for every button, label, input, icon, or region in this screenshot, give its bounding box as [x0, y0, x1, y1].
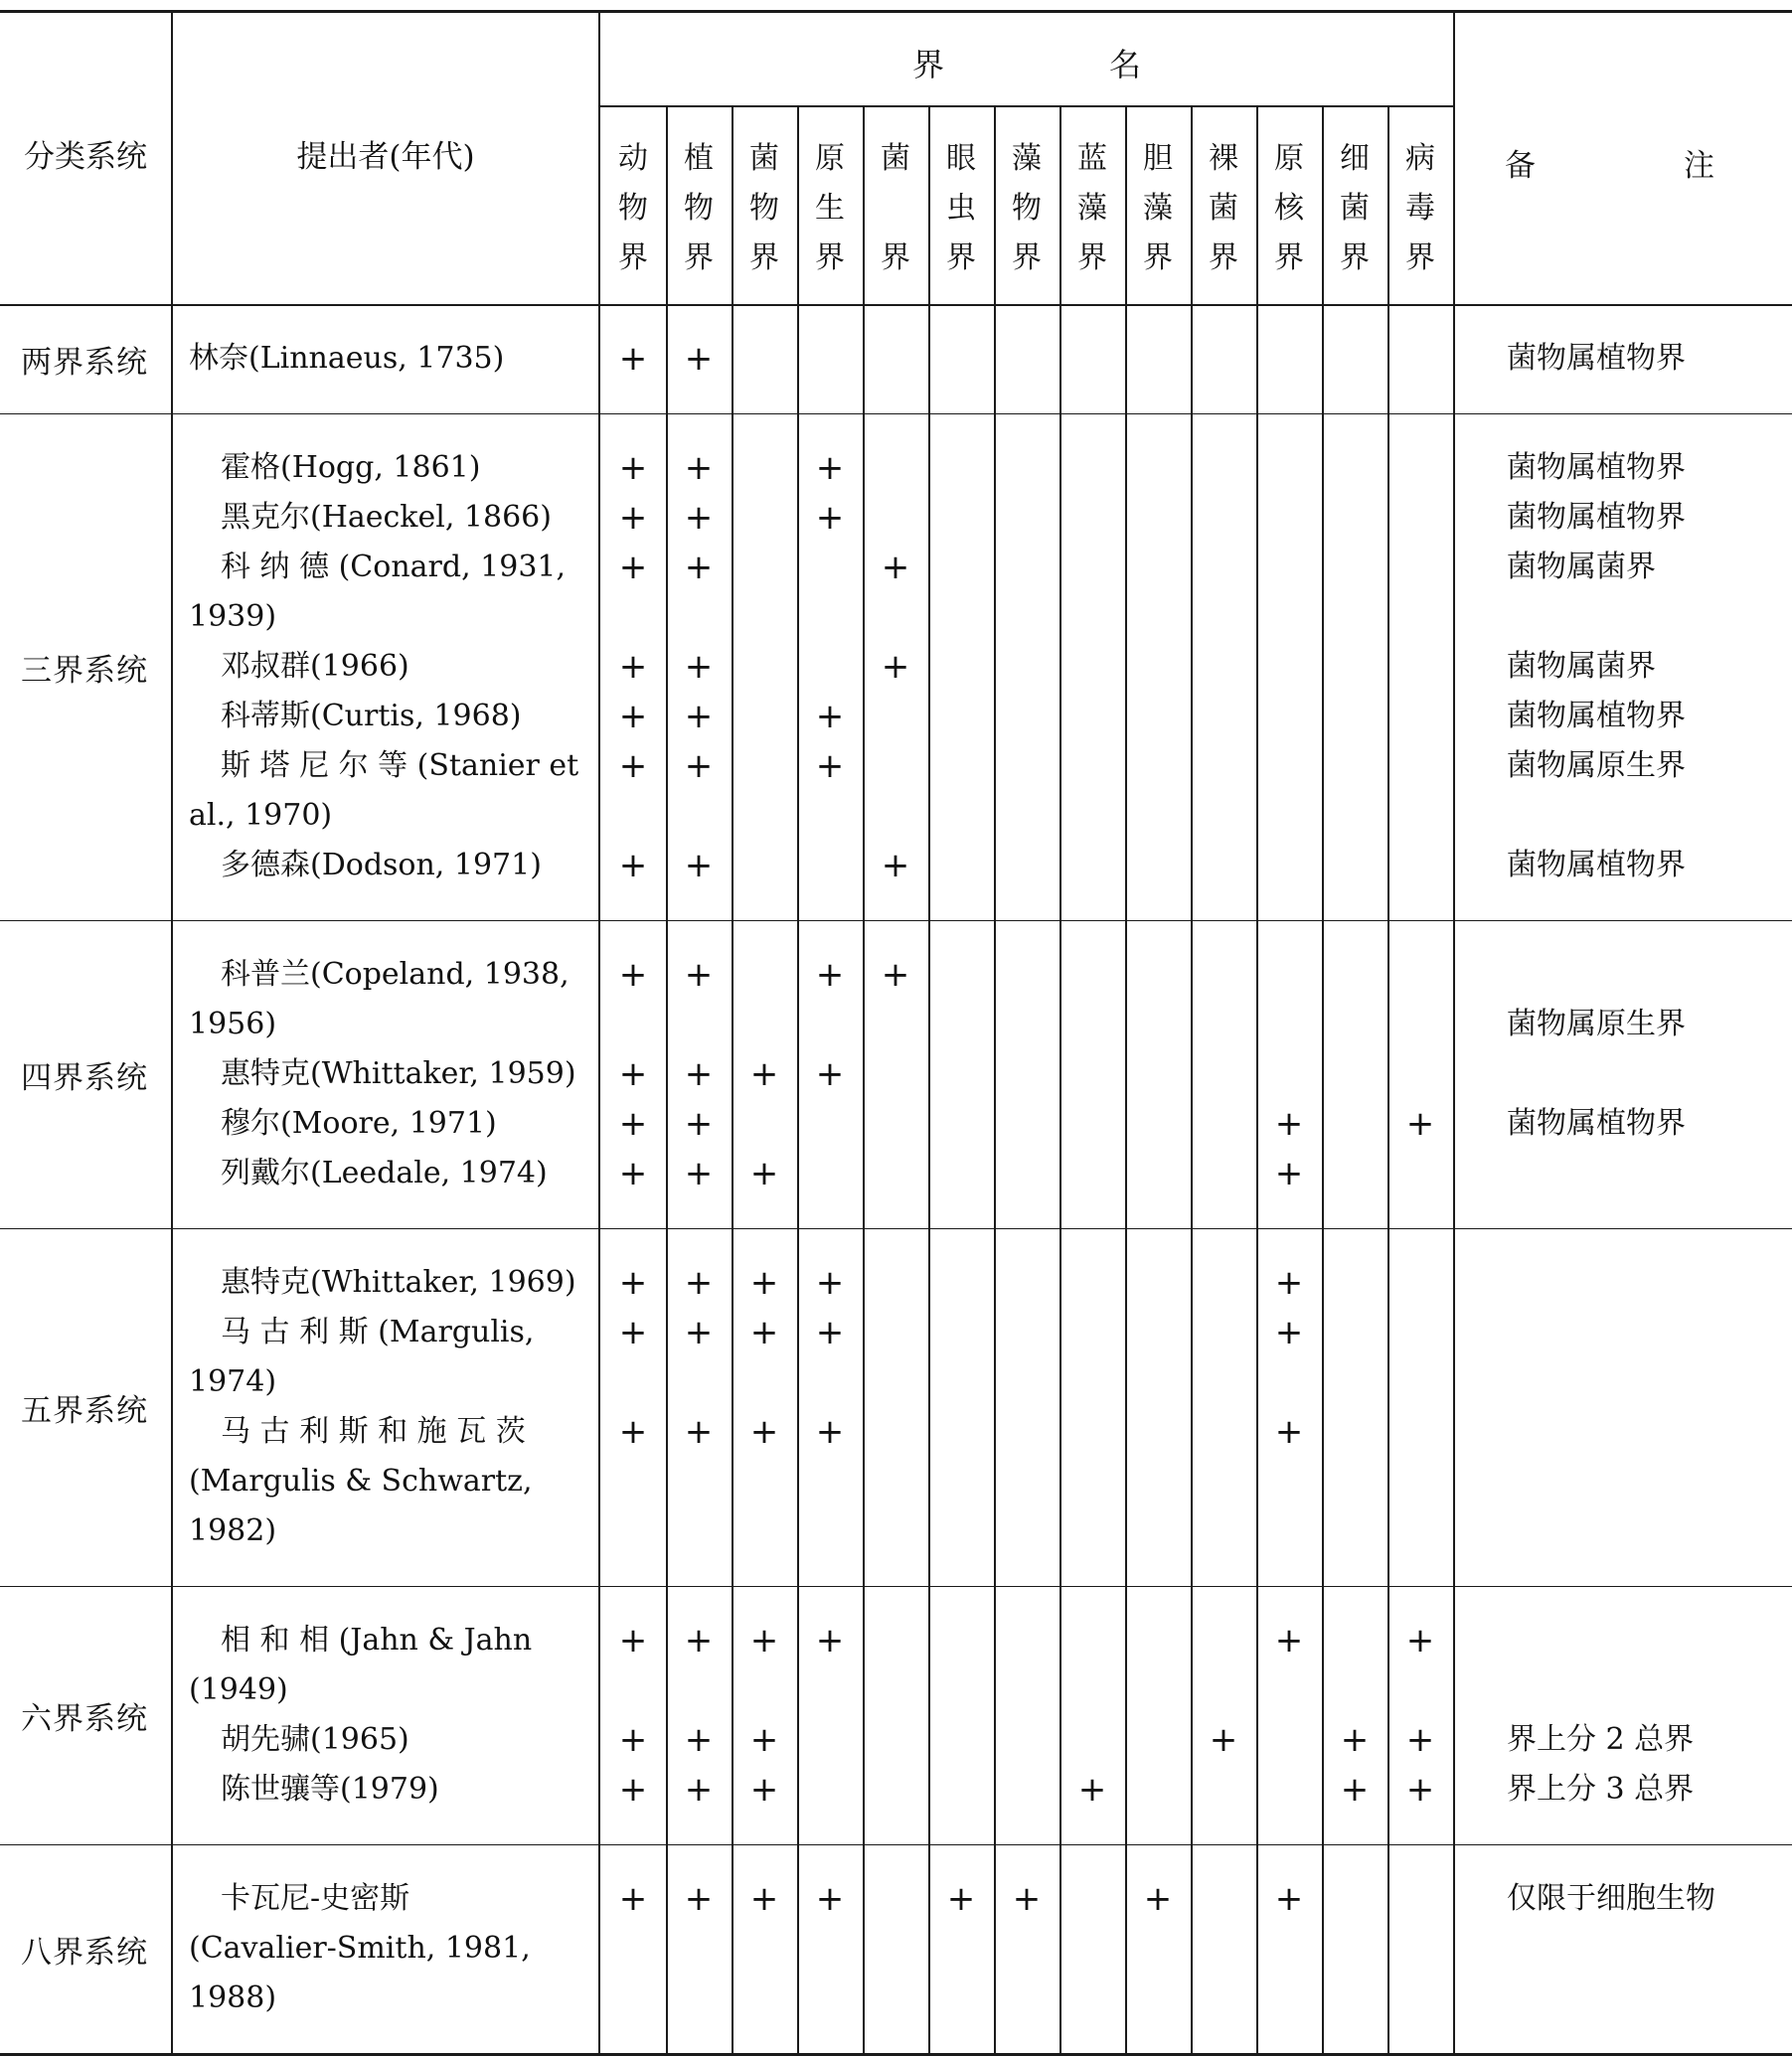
kingdom-mark: +	[749, 1054, 779, 1094]
kingdom-header-char: 裸	[1209, 141, 1238, 176]
proposer-line: al., 1970)	[189, 798, 333, 833]
kingdom-header-char: 界	[1209, 240, 1238, 275]
kingdom-header-char: 毒	[1405, 191, 1435, 226]
kingdom-mark: +	[881, 955, 910, 995]
kingdom-header-char: 界	[618, 240, 648, 275]
kingdom-mark: +	[1274, 1621, 1304, 1661]
kingdom-mark: +	[749, 1263, 779, 1303]
kingdom-mark: +	[684, 548, 714, 587]
system-label: 八界系统	[21, 1934, 148, 1971]
kingdom-header-char: 界	[881, 240, 910, 275]
kingdom-mark: +	[684, 1879, 714, 1919]
kingdom-header-char: 虫	[946, 191, 976, 226]
proposer-line: (Cavalier-Smith, 1981,	[189, 1931, 531, 1966]
proposer-line: 相 和 相 (Jahn & Jahn	[221, 1623, 533, 1658]
kingdom-mark: +	[618, 955, 648, 995]
kingdom-column-divider	[1059, 105, 1061, 2053]
kingdom-mark: +	[1274, 1104, 1304, 1144]
proposer-line: 1939)	[189, 599, 277, 634]
kingdom-header-char: 物	[1012, 191, 1042, 226]
kingdom-mark: +	[749, 1770, 779, 1810]
header-split-rule	[600, 105, 1453, 107]
proposer-line: 陈世骧等(1979)	[221, 1772, 439, 1807]
kingdom-header-8	[1059, 134, 1125, 283]
kingdom-mark: +	[684, 1720, 714, 1760]
remark-text: 菌物属原生界	[1507, 1007, 1686, 1041]
kingdom-mark: +	[1405, 1621, 1435, 1661]
system-column-divider	[171, 10, 173, 2053]
kingdom-header-char: 界	[1405, 240, 1435, 275]
kingdom-mark: +	[684, 697, 714, 736]
kingdom-mark: +	[618, 1154, 648, 1193]
remark-text: 菌物属菌界	[1507, 550, 1656, 584]
kingdom-header-13	[1387, 134, 1453, 283]
kingdom-mark: +	[815, 1621, 845, 1661]
kingdom-header-5	[863, 134, 928, 283]
kingdom-header-char: 物	[749, 191, 779, 226]
system-label: 五界系统	[21, 1392, 148, 1429]
kingdom-mark: +	[618, 548, 648, 587]
header-kingdom-group	[600, 10, 1451, 105]
kingdom-header-char: 界	[1012, 240, 1042, 275]
kingdom-mark: +	[881, 846, 910, 885]
header-bottom-rule	[0, 304, 1792, 306]
kingdom-header-9	[1125, 134, 1191, 283]
kingdom-mark: +	[1405, 1104, 1435, 1144]
kingdom-mark: +	[684, 846, 714, 885]
proposer-line: 1974)	[189, 1364, 277, 1399]
kingdom-mark: +	[684, 955, 714, 995]
kingdom-mark: +	[618, 448, 648, 488]
remark-text: 菌物属植物界	[1507, 848, 1686, 882]
proposer-line: 林奈(Linnaeus, 1735)	[189, 341, 505, 376]
kingdom-header-6	[928, 134, 994, 283]
kingdom-mark: +	[618, 647, 648, 687]
top-rule	[0, 10, 1792, 13]
kingdom-mark: +	[618, 1879, 648, 1919]
kingdom-mark: +	[1340, 1770, 1370, 1810]
remark-column-divider	[1453, 10, 1455, 2053]
kingdom-header-char: 藻	[1143, 191, 1173, 226]
kingdom-mark: +	[1274, 1879, 1304, 1919]
proposer-line: 马 古 利 斯 和 施 瓦 茨	[221, 1414, 526, 1449]
proposer-line: 穆尔(Moore, 1971)	[221, 1106, 497, 1141]
kingdom-header-7	[994, 134, 1059, 283]
remark-text: 菌物属原生界	[1507, 748, 1686, 783]
header-remark-char-1: 备	[1505, 148, 1536, 184]
kingdom-mark: +	[749, 1313, 779, 1352]
kingdom-mark: +	[618, 1263, 648, 1303]
kingdom-mark: +	[815, 448, 845, 488]
remark-text: 菌物属植物界	[1507, 341, 1686, 376]
header-remark-column	[1453, 10, 1792, 304]
group-separator-rule	[0, 1844, 1792, 1845]
kingdom-mark: +	[1274, 1154, 1304, 1193]
remark-text: 界上分 3 总界	[1507, 1772, 1695, 1807]
proposer-column-divider	[598, 10, 600, 2053]
system-label: 两界系统	[21, 344, 148, 381]
kingdom-mark: +	[684, 746, 714, 786]
proposer-line: (1949)	[189, 1672, 288, 1707]
proposer-line: 科蒂斯(Curtis, 1968)	[221, 699, 522, 733]
proposer-line: 多德森(Dodson, 1971)	[221, 848, 542, 882]
kingdom-mark: +	[1077, 1770, 1107, 1810]
kingdom-header-char: 藻	[1077, 191, 1107, 226]
kingdom-header-char: 藻	[1012, 141, 1042, 176]
kingdom-mark: +	[881, 548, 910, 587]
kingdom-mark: +	[618, 1104, 648, 1144]
kingdom-header-char: 界	[1274, 240, 1304, 275]
kingdom-header-1	[600, 134, 666, 283]
kingdom-mark: +	[618, 746, 648, 786]
kingdom-mark: +	[618, 1720, 648, 1760]
kingdom-header-3	[732, 134, 797, 283]
kingdom-mark: +	[684, 339, 714, 379]
kingdom-mark: +	[684, 448, 714, 488]
kingdom-header-10	[1191, 134, 1256, 283]
kingdom-mark: +	[749, 1154, 779, 1193]
kingdom-column-divider	[863, 105, 865, 2053]
system-label: 六界系统	[21, 1700, 148, 1737]
proposer-line: (Margulis & Schwartz,	[189, 1464, 533, 1499]
system-label: 三界系统	[21, 652, 148, 689]
kingdom-mark: +	[618, 846, 648, 885]
kingdom-mark: +	[1143, 1879, 1173, 1919]
kingdom-mark: +	[815, 498, 845, 538]
kingdom-mark: +	[618, 498, 648, 538]
proposer-line: 1982)	[189, 1513, 277, 1548]
kingdom-mark: +	[684, 1104, 714, 1144]
kingdom-mark: +	[881, 647, 910, 687]
kingdom-mark: +	[618, 1412, 648, 1452]
header-system-column: 分类系统	[24, 138, 147, 175]
proposer-line: 惠特克(Whittaker, 1959)	[221, 1056, 576, 1091]
kingdom-mark: +	[618, 1621, 648, 1661]
kingdom-header-char: 蓝	[1077, 141, 1107, 176]
proposer-line: 列戴尔(Leedale, 1974)	[221, 1156, 548, 1190]
kingdom-header-4	[797, 134, 863, 283]
kingdom-mark: +	[684, 1263, 714, 1303]
kingdom-mark: +	[815, 955, 845, 995]
kingdom-header-char: 菌	[1209, 191, 1238, 226]
proposer-line: 邓叔群(1966)	[221, 649, 409, 684]
kingdom-mark: +	[815, 697, 845, 736]
kingdom-mark: +	[815, 746, 845, 786]
kingdom-mark: +	[815, 1879, 845, 1919]
proposer-line: 马 古 利 斯 (Margulis,	[221, 1315, 535, 1349]
kingdom-header-char: 动	[618, 141, 648, 176]
kingdom-header-char: 胆	[1143, 141, 1173, 176]
header-proposer-column: 提出者(年代)	[296, 138, 475, 175]
kingdom-mark: +	[684, 1313, 714, 1352]
kingdom-header-char: 界	[684, 240, 714, 275]
kingdom-mark: +	[1274, 1263, 1304, 1303]
proposer-line: 胡先骕(1965)	[221, 1722, 409, 1757]
kingdom-mark: +	[1274, 1313, 1304, 1352]
kingdom-mark: +	[618, 697, 648, 736]
remark-text: 界上分 2 总界	[1507, 1722, 1695, 1757]
kingdom-header-char: 核	[1274, 191, 1304, 226]
kingdom-header-char: 原	[1274, 141, 1304, 176]
kingdom-mark: +	[684, 1412, 714, 1452]
kingdom-column-divider	[1256, 105, 1258, 2053]
kingdom-header-char: 生	[815, 191, 845, 226]
kingdom-mark: +	[684, 1621, 714, 1661]
proposer-line: 科 纳 德 (Conard, 1931,	[221, 550, 567, 584]
remark-text: 菌物属植物界	[1507, 1106, 1686, 1141]
kingdom-header-char: 界	[1143, 240, 1173, 275]
proposer-line: 斯 塔 尼 尔 等 (Stanier et	[221, 748, 579, 783]
kingdom-mark: +	[1405, 1720, 1435, 1760]
proposer-line: 卡瓦尼-史密斯	[221, 1881, 410, 1916]
header-kingdom-group-char-1: 界	[912, 46, 945, 83]
kingdom-header-char: 界	[815, 240, 845, 275]
kingdom-header-char: 病	[1405, 141, 1435, 176]
kingdom-mark: +	[618, 1770, 648, 1810]
kingdom-header-char: 界	[946, 240, 976, 275]
kingdom-mark: +	[1274, 1412, 1304, 1452]
kingdom-mark: +	[684, 1054, 714, 1094]
remark-text: 菌物属植物界	[1507, 450, 1686, 485]
kingdom-header-char: 原	[815, 141, 845, 176]
proposer-line: 1956)	[189, 1007, 277, 1041]
remark-text: 菌物属植物界	[1507, 500, 1686, 535]
kingdom-header-char: 物	[618, 191, 648, 226]
kingdom-header-char: 菌	[881, 141, 910, 176]
kingdom-mark: +	[815, 1054, 845, 1094]
proposer-line: 黑克尔(Haeckel, 1866)	[221, 500, 552, 535]
kingdom-mark: +	[946, 1879, 976, 1919]
header-remark-char-2: 注	[1684, 148, 1714, 184]
kingdom-header-char: 物	[684, 191, 714, 226]
kingdom-mark: +	[618, 1313, 648, 1352]
kingdom-header-char: 菌	[749, 141, 779, 176]
remark-text: 仅限于细胞生物	[1507, 1881, 1715, 1916]
kingdom-mark: +	[618, 339, 648, 379]
kingdom-mark: +	[684, 647, 714, 687]
kingdom-mark: +	[815, 1263, 845, 1303]
kingdom-header-char: 菌	[1340, 191, 1370, 226]
kingdom-mark: +	[618, 1054, 648, 1094]
kingdom-header-char: 界	[1077, 240, 1107, 275]
remark-text: 菌物属菌界	[1507, 649, 1656, 684]
kingdom-mark: +	[815, 1412, 845, 1452]
group-separator-rule	[0, 1586, 1792, 1587]
kingdom-header-12	[1322, 134, 1387, 283]
group-separator-rule	[0, 920, 1792, 921]
proposer-line: 科普兰(Copeland, 1938,	[221, 957, 570, 992]
kingdom-mark: +	[1012, 1879, 1042, 1919]
kingdom-mark: +	[749, 1412, 779, 1452]
header-kingdom-group-char-2: 名	[1109, 46, 1142, 83]
kingdom-column-divider	[928, 105, 930, 2053]
kingdom-mark: +	[1209, 1720, 1238, 1760]
system-label: 四界系统	[21, 1059, 148, 1096]
kingdom-header-char: 细	[1340, 141, 1370, 176]
proposer-line: 霍格(Hogg, 1861)	[221, 450, 481, 485]
remark-text: 菌物属植物界	[1507, 699, 1686, 733]
kingdom-header-11	[1256, 134, 1322, 283]
proposer-line: 惠特克(Whittaker, 1969)	[221, 1265, 576, 1300]
kingdom-header-2	[666, 134, 732, 283]
group-separator-rule	[0, 1228, 1792, 1229]
kingdom-mark: +	[749, 1879, 779, 1919]
kingdom-mark: +	[749, 1621, 779, 1661]
kingdom-mark: +	[1340, 1720, 1370, 1760]
kingdom-mark: +	[815, 1313, 845, 1352]
kingdom-mark: +	[749, 1720, 779, 1760]
kingdom-header-char: 界	[749, 240, 779, 275]
kingdom-column-divider	[994, 105, 996, 2053]
kingdom-mark: +	[684, 1770, 714, 1810]
kingdom-mark: +	[684, 1154, 714, 1193]
proposer-line: 1988)	[189, 1980, 277, 2015]
kingdom-mark: +	[684, 498, 714, 538]
kingdom-mark: +	[1405, 1770, 1435, 1810]
kingdom-header-char: 植	[684, 141, 714, 176]
kingdom-header-char: 眼	[946, 141, 976, 176]
kingdom-column-divider	[1125, 105, 1127, 2053]
kingdom-header-char: 界	[1340, 240, 1370, 275]
group-separator-rule	[0, 413, 1792, 414]
